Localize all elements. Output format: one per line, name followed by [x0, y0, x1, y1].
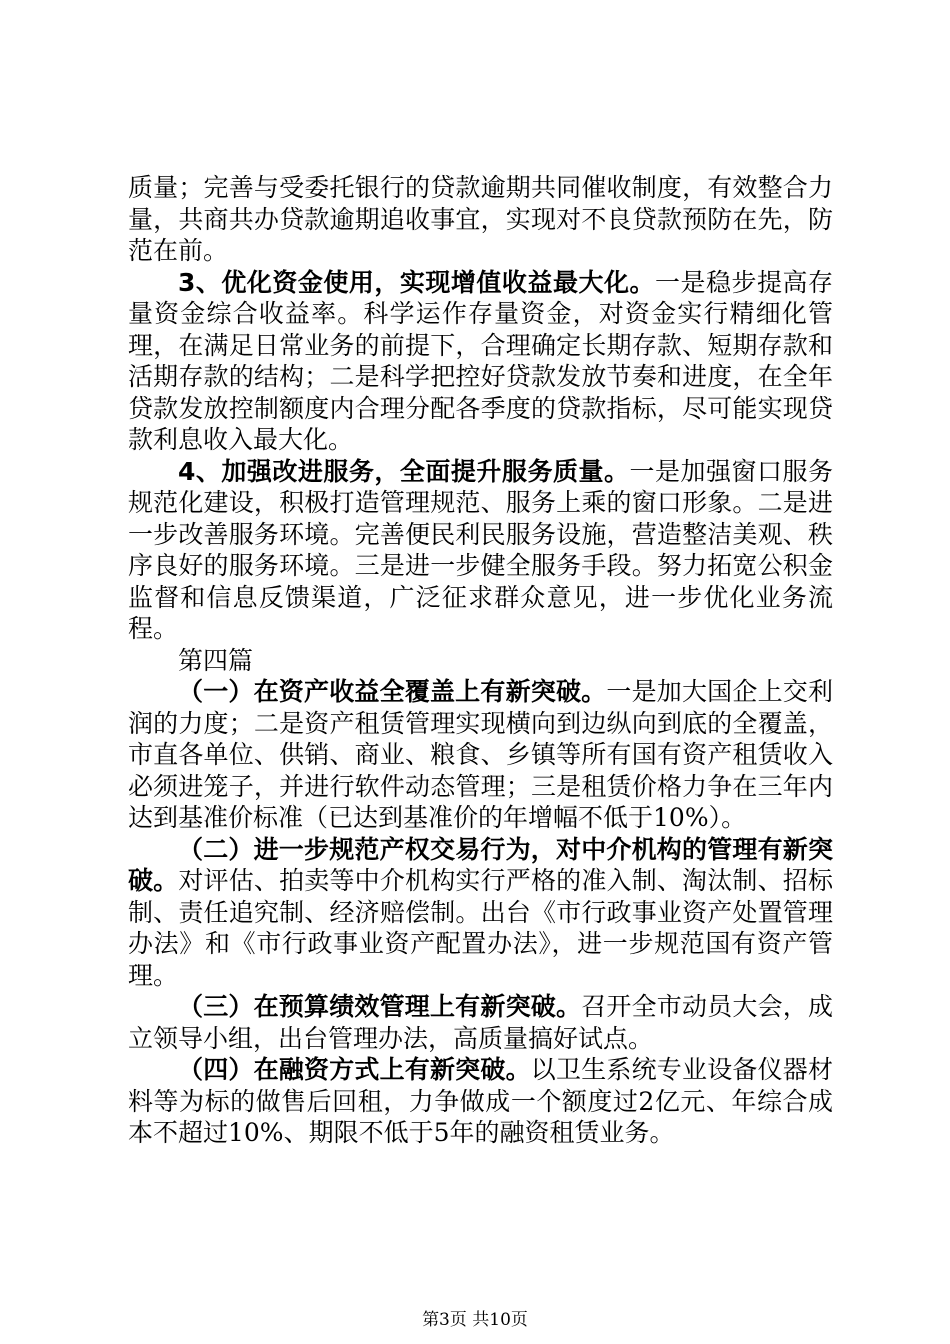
section-title-text: 第四篇	[178, 645, 254, 675]
paragraph-2-heading: 3、优化资金使用，实现增值收益最大化。	[178, 267, 655, 297]
paragraph-3-text: 一是加强窗口服务规范化建设，积极打造管理规范、服务上乘的窗口形象。二是进一步改善服务环境。完善便民利民服务设施，营造整洁美观、秩序良好的服务环境。三是进一步健全服务手段。努力拓宽公积金监督和信息反馈渠道，广泛征求群众意见，进一步优化业务流程。	[128, 456, 833, 643]
paragraph-8-heading: （四）在融资方式上有新突破。	[178, 1055, 531, 1084]
paragraph-8-text: 以卫生系统专业设备仪器材料等为标的做售后回租，力争做成一个额度过2亿元、年综合成本不超过10%、期限不低于5年的融资租赁业务。	[128, 1055, 833, 1147]
paragraph-6-text: 对评估、拍卖等中介机构实行严格的准入制、淘汰制、招标制、责任追究制、经济赔偿制。出台《市行政事业资产处置管理办法》和《市行政事业资产配置办法》，进一步规范国有资产管理。	[128, 866, 833, 990]
paragraph-1	[128, 172, 833, 267]
page-number-label: 第3页 共10页	[422, 1310, 528, 1330]
page-footer	[0, 1305, 950, 1330]
section-title	[128, 645, 833, 677]
document-body	[128, 172, 833, 1149]
paragraph-6	[128, 834, 833, 992]
paragraph-7-text: 召开全市动员大会，成立领导小组，出台管理办法，高质量搞好试点。	[128, 992, 833, 1053]
paragraph-1-text: 质量；完善与受委托银行的贷款逾期共同催收制度，有效整合力量，共商共办贷款逾期追收事宜，实现对不良贷款预防在先，防范在前。	[128, 173, 833, 265]
paragraph-5-text: 一是加大国企上交利润的力度；二是资产租赁管理实现横向到边纵向到底的全覆盖，市直各单位、供销、商业、粮食、乡镇等所有国有资产租赁收入必须进笼子，并进行软件动态管理；三是租赁价格力争在三年内达到基准价标准（已达到基准价的年增幅不低于10%）。	[128, 677, 833, 832]
paragraph-7	[128, 991, 833, 1054]
paragraph-5-heading: （一）在资产收益全覆盖上有新突破。	[178, 677, 607, 706]
paragraph-3	[128, 456, 833, 645]
paragraph-2-text: 一是稳步提高存量资金综合收益率。科学运作存量资金，对资金实行精细化管理，在满足日常业务的前提下，合理确定长期存款、短期存款和活期存款的结构；二是科学把控好贷款发放节奏和进度，在全年贷款发放控制额度内合理分配各季度的贷款指标，尽可能实现贷款利息收入最大化。	[128, 267, 833, 454]
paragraph-7-heading: （三）在预算绩效管理上有新突破。	[178, 992, 582, 1021]
paragraph-5	[128, 676, 833, 834]
paragraph-2	[128, 267, 833, 456]
paragraph-6-heading: （二）进一步规范产权交易行为，对中介机构的管理有新突破。	[128, 834, 833, 895]
paragraph-3-heading: 4、加强改进服务，全面提升服务质量。	[178, 456, 630, 486]
paragraph-8	[128, 1054, 833, 1149]
